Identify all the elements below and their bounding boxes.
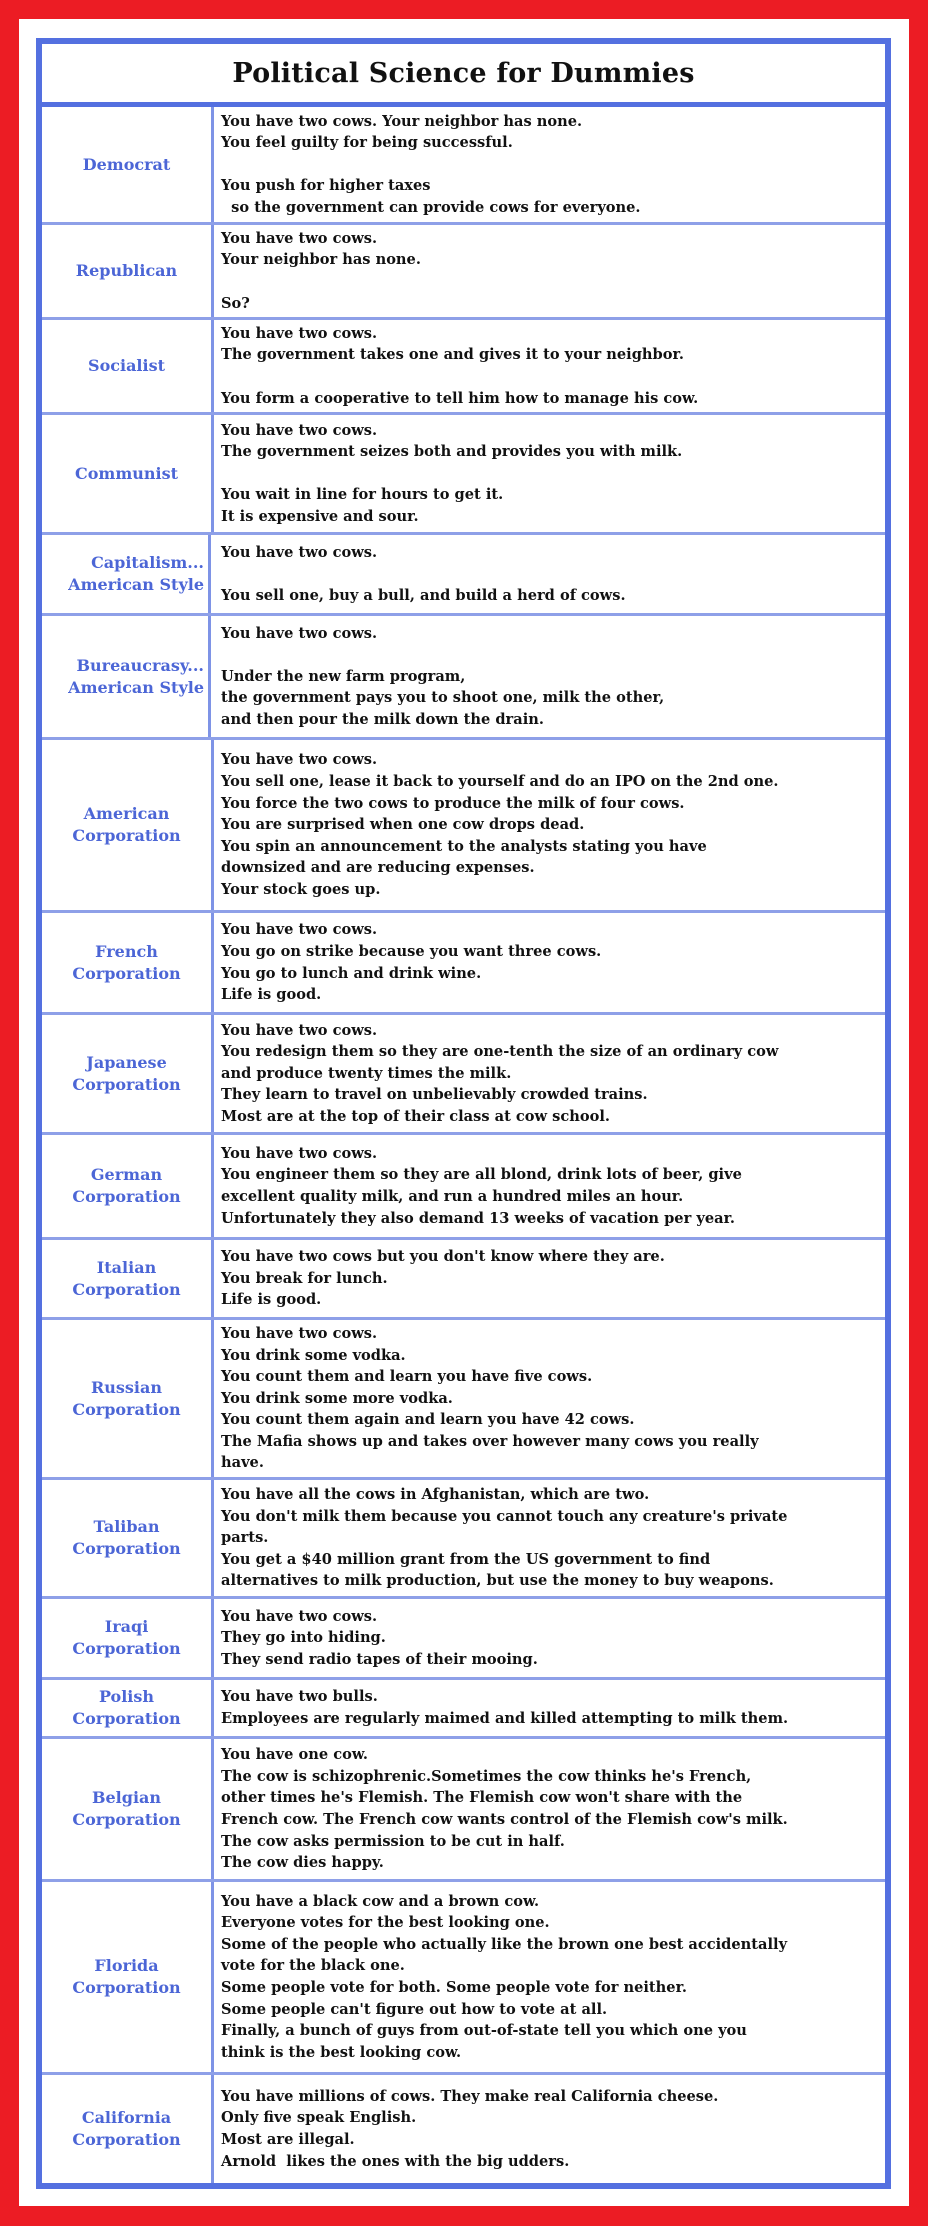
description-line: The government seizes both and provides you with milk. <box>221 443 683 461</box>
row-description <box>221 1240 881 1317</box>
table-row-french-corporation <box>42 913 885 1015</box>
description-line: alternatives to milk production, but use the money to buy weapons. <box>221 1572 774 1590</box>
table-row-taliban-corporation <box>42 1480 885 1599</box>
row-label-line: Corporation <box>72 1074 181 1094</box>
row-label-line: Corporation <box>72 963 181 983</box>
row-label-line: American Style <box>68 677 204 697</box>
row-label-line: German <box>90 1165 163 1184</box>
table-row-republican <box>42 225 885 320</box>
description-line: You force the two cows to produce the milk of four cows. <box>221 794 685 812</box>
row-label-line: Capitalism... <box>91 553 204 572</box>
row-description <box>221 616 881 737</box>
row-label-line: Corporation <box>72 2130 181 2149</box>
row-label-line: Corporation <box>72 1399 181 1419</box>
table-row-socialist <box>42 320 885 415</box>
description-line: You are surprised when one cow drops dead. <box>221 816 585 834</box>
row-label <box>42 320 214 412</box>
table-row-iraqi-corporation <box>42 1599 885 1680</box>
row-label-line: Corporation <box>72 826 181 845</box>
row-description <box>221 2075 881 2183</box>
row-label-line: Corporation <box>72 1810 181 1829</box>
description-line: You push for higher taxes <box>221 177 431 195</box>
row-label-line: Polish <box>98 1687 155 1706</box>
row-label <box>42 616 211 737</box>
row-label-line: Bureaucrasy... <box>76 655 204 675</box>
description-line: It is expensive and sour. <box>221 507 419 525</box>
row-label-line: Corporation <box>72 1709 181 1728</box>
description-line: and produce twenty times the milk. <box>221 1064 512 1082</box>
table-row-belgian-corporation <box>42 1739 885 1882</box>
description-line: have. <box>221 1454 264 1472</box>
row-label <box>42 415 214 532</box>
description-line: The cow asks permission to be cut in half. <box>221 1832 565 1850</box>
row-description <box>221 535 881 613</box>
description-line: think is the best looking cow. <box>221 2043 462 2061</box>
description-line: and then pour the milk down the drain. <box>221 710 544 728</box>
description-line: Some of the people who actually like the brown one best accidentally <box>221 1935 788 1953</box>
row-label-line: Corporation <box>72 1279 181 1299</box>
description-line: You break for lunch. <box>221 1269 388 1287</box>
description-line: You have two bulls. <box>221 1688 378 1706</box>
description-line: They send radio tapes of their mooing. <box>221 1650 538 1668</box>
row-label-line: Democrat <box>82 154 171 174</box>
row-label-line: Belgian <box>91 1788 162 1807</box>
description-line: You sell one, buy a bull, and build a herd of cows. <box>221 586 626 604</box>
row-label-line: California <box>81 2108 172 2127</box>
description-line: You have millions of cows. They make real California cheese. <box>221 2087 719 2105</box>
table-row-german-corporation <box>42 1135 885 1240</box>
description-line: You drink some vodka. <box>221 1346 406 1364</box>
table-row-italian-corporation <box>42 1240 885 1320</box>
row-label <box>42 1599 214 1677</box>
table-row-capitalism-american-style <box>42 535 885 616</box>
row-label-line: American Style <box>68 575 204 594</box>
row-description <box>221 1599 881 1677</box>
row-label-line: Taliban <box>93 1517 160 1536</box>
table-row-florida-corporation <box>42 1882 885 2075</box>
row-label-line: Socialist <box>88 356 165 375</box>
row-label <box>42 740 214 910</box>
row-label <box>42 913 214 1012</box>
row-label <box>42 2075 214 2183</box>
row-description <box>221 320 881 412</box>
description-line <box>221 563 881 585</box>
description-line <box>221 271 881 293</box>
description-line: You count them again and learn you have 42 cows. <box>221 1411 635 1429</box>
description-line: You get a $40 million grant from the US government to find <box>221 1550 711 1568</box>
table-row-california-corporation <box>42 2075 885 2183</box>
description-line: Employees are regularly maimed and killed attempting to milk them. <box>221 1710 789 1727</box>
row-description <box>221 107 881 222</box>
description-line: You count them and learn you have five cows. <box>221 1368 593 1386</box>
table-row-american-corporation <box>42 740 885 913</box>
table-row-bureaucrasy-american-style <box>42 616 885 740</box>
description-line: You form a cooperative to tell him how to manage his cow. <box>221 389 699 407</box>
table-row-democrat <box>42 107 885 225</box>
description-line: The government takes one and gives it to your neighbor. <box>221 346 684 364</box>
description-line: You have two cows. Your neighbor has none. <box>221 112 583 130</box>
description-line: Everyone votes for the best looking one. <box>221 1914 550 1932</box>
description-line: Your neighbor has none. <box>221 251 421 269</box>
row-label <box>42 1480 214 1596</box>
row-label <box>42 1240 214 1317</box>
description-line: Finally, a bunch of guys from out-of-state tell you which one you <box>221 2022 747 2040</box>
row-description <box>221 740 881 910</box>
description-line: The cow is schizophrenic.Sometimes the cow thinks he's French, <box>221 1767 752 1785</box>
description-line: Most are illegal. <box>221 2131 355 2148</box>
description-line: They go into hiding. <box>221 1629 386 1647</box>
description-line: You feel guilty for being successful. <box>221 134 513 152</box>
description-line: You engineer them so they are all blond, drink lots of beer, give <box>221 1166 742 1184</box>
description-line: You have two cows. <box>221 624 378 642</box>
row-description <box>221 1135 881 1237</box>
row-description <box>221 1015 881 1132</box>
table-row-communist <box>42 415 885 535</box>
row-description <box>221 1882 881 2072</box>
row-description <box>221 225 881 317</box>
row-label-line: Japanese <box>86 1052 167 1072</box>
table-row-polish-corporation <box>42 1680 885 1739</box>
description-line: You have two cows. <box>221 1324 378 1342</box>
row-label-line: Corporation <box>72 1639 181 1658</box>
description-line: You wait in line for hours to get it. <box>221 486 504 504</box>
row-description <box>221 415 881 532</box>
row-label <box>42 107 214 222</box>
description-line: You drink some more vodka. <box>221 1389 453 1407</box>
row-label <box>42 225 214 317</box>
description-line: Some people vote for both. Some people vote for neither. <box>221 1979 687 1996</box>
description-line: The Mafia shows up and takes over however many cows you really <box>221 1432 759 1450</box>
row-label-line: Corporation <box>72 1539 181 1558</box>
row-label-line: American <box>83 804 170 823</box>
description-line: You sell one, lease it back to yourself and do an IPO on the 2nd one. <box>221 773 779 791</box>
description-line: You have two cows. <box>221 421 378 439</box>
description-line <box>221 366 881 388</box>
description-line: You have two cows. <box>221 1021 378 1039</box>
description-line: So? <box>221 294 250 312</box>
table-row-japanese-corporation <box>42 1015 885 1135</box>
row-description <box>221 913 881 1012</box>
description-line: Some people can't figure out how to vote at all. <box>221 2000 608 2018</box>
description-line <box>221 154 881 176</box>
description-line: Unfortunately they also demand 13 weeks of vacation per year. <box>221 1209 736 1227</box>
description-line: other times he's Flemish. The Flemish cow won't share with the <box>221 1789 743 1807</box>
row-description <box>221 1739 881 1879</box>
row-label-line: Communist <box>74 463 178 483</box>
description-line: They learn to travel on unbelievably crowded trains. <box>221 1086 648 1104</box>
row-label-line: Russian <box>90 1377 163 1397</box>
description-line: You have a black cow and a brown cow. <box>221 1892 540 1910</box>
description-line: Life is good. <box>221 1291 322 1309</box>
description-line: Only five speak English. <box>221 2109 417 2127</box>
row-label-line: Corporation <box>72 1187 181 1206</box>
description-line: You have two cows. <box>221 1144 378 1162</box>
description-line: downsized and are reducing expenses. <box>221 859 535 877</box>
description-line: Under the new farm program, <box>221 667 466 685</box>
table-header <box>42 44 885 107</box>
row-label-line: French <box>95 941 158 961</box>
description-line: You have one cow. <box>221 1746 368 1764</box>
description-line: You have two cows. <box>221 1607 378 1625</box>
description-line: parts. <box>221 1529 269 1547</box>
row-label <box>42 1680 214 1736</box>
description-line: vote for the black one. <box>221 1957 405 1975</box>
row-label <box>42 1015 214 1132</box>
description-line: You go on strike because you want three cows. <box>221 942 602 960</box>
row-description <box>221 1320 881 1477</box>
description-line: You have two cows but you don't know where they are. <box>221 1248 665 1266</box>
comparison-table <box>36 38 891 2189</box>
row-description <box>221 1480 881 1596</box>
description-line: You have two cows. <box>221 921 378 939</box>
description-line: so the government can provide cows for everyone. <box>221 198 641 216</box>
description-line: You redesign them so they are one-tenth the size of an ordinary cow <box>221 1043 779 1061</box>
description-line: You have two cows. <box>221 229 378 247</box>
description-line: You have two cows. <box>221 543 378 561</box>
description-line: You have all the cows in Afghanistan, which are two. <box>221 1486 650 1504</box>
description-line: Your stock goes up. <box>221 880 381 898</box>
row-label <box>42 1320 214 1477</box>
row-label <box>42 1135 214 1237</box>
page-title: Political Science for Dummies <box>232 57 695 89</box>
description-line: You have two cows. <box>221 751 378 769</box>
description-line: French cow. The French cow wants control of the Flemish cow's milk. <box>221 1811 788 1828</box>
description-line: You go to lunch and drink wine. <box>221 964 482 982</box>
row-label <box>42 1882 214 2072</box>
description-line <box>221 644 881 666</box>
description-line: You spin an announcement to the analysts stating you have <box>221 837 707 855</box>
row-label-line: Italian <box>96 1257 157 1277</box>
description-line: excellent quality milk, and run a hundred miles an hour. <box>221 1188 684 1205</box>
row-label-line: Corporation <box>72 1978 181 1997</box>
row-description <box>221 1680 881 1736</box>
table-row-russian-corporation <box>42 1320 885 1480</box>
description-line: You don't milk them because you cannot touch any creature's private <box>221 1507 788 1525</box>
description-line: The cow dies happy. <box>221 1854 384 1872</box>
description-line: Life is good. <box>221 986 322 1004</box>
row-label-line: Florida <box>94 1956 159 1975</box>
description-line: You have two cows. <box>221 324 378 342</box>
description-line: the government pays you to shoot one, milk the other, <box>221 689 665 707</box>
description-line <box>221 463 881 485</box>
description-line: Arnold likes the ones with the big udders. <box>221 2152 570 2170</box>
row-label-line: Republican <box>75 261 178 280</box>
row-label <box>42 535 211 613</box>
row-label-line: Iraqi <box>104 1617 149 1636</box>
row-label <box>42 1739 214 1879</box>
description-line: Most are at the top of their class at cow school. <box>221 1107 610 1125</box>
